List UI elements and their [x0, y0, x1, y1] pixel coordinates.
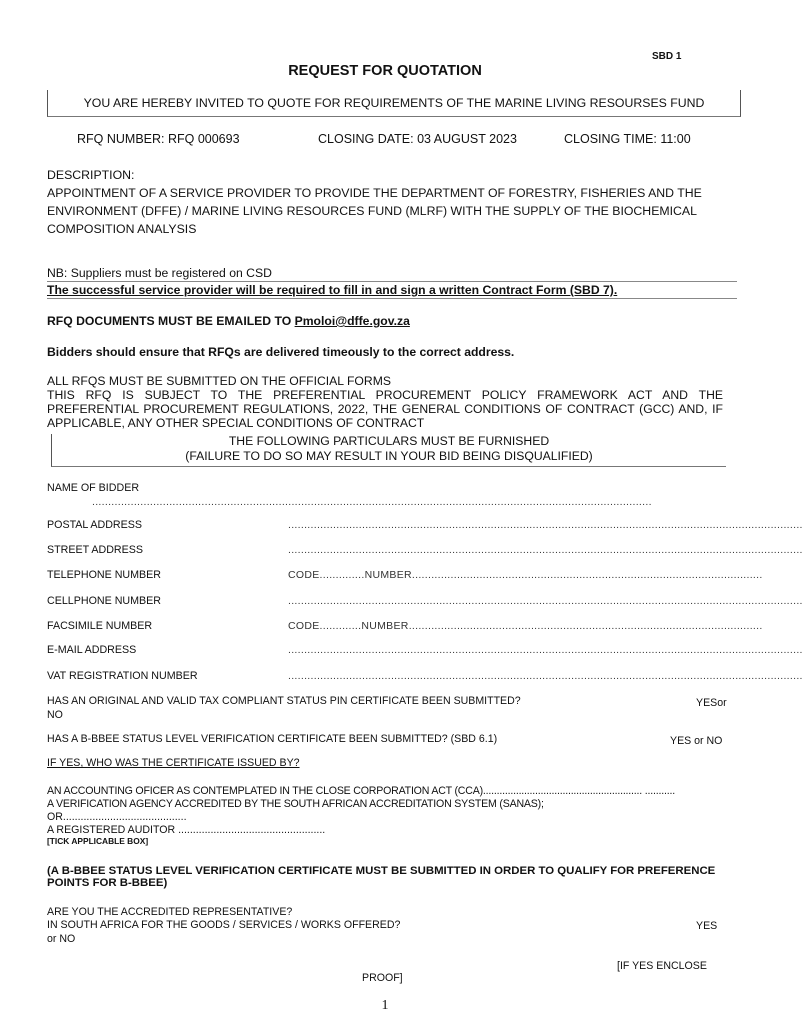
name-of-bidder-label: NAME OF BIDDER: [47, 482, 140, 494]
email-prefix: RFQ DOCUMENTS MUST BE EMAILED TO: [47, 314, 295, 328]
email-instruction: [47, 314, 410, 328]
facsimile-field[interactable]: CODE.............NUMBER..............................................................................................................: [288, 620, 763, 632]
accounting-officer-text: AN ACCOUNTING OFICER AS CONTEMPLATED IN THE CLOSE CORPORATION ACT (CCA): [47, 785, 483, 797]
closing-time: CLOSING TIME: 11:00: [564, 132, 691, 146]
proof-note: PROOF]: [362, 972, 403, 984]
tax-yes-option[interactable]: YESor: [696, 697, 727, 709]
number-label: NUMBER: [361, 620, 409, 632]
divider: [47, 298, 737, 299]
subject-to-notice: THIS RFQ IS SUBJECT TO THE PREFERENTIAL PROCUREMENT POLICY FRAMEWORK ACT AND THE PREFERENTIAL PROCUREMENT REGULATIONS, 2022, THE GENERAL CONDITIONS OF CONTRACT (GCC) AND, IF APPLICABLE, ANY OTHER SPECIAL CONDITIONS OF CONTRACT: [47, 388, 723, 430]
email-address-field[interactable]: ................................................................................................................................................................: [288, 644, 803, 656]
vat-field[interactable]: ................................................................................................................................................................: [288, 670, 803, 682]
page-title: REQUEST FOR QUOTATION: [288, 63, 482, 79]
bbbee-note: (A B-BBEE STATUS LEVEL VERIFICATION CERTIFICATE MUST BE SUBMITTED IN ORDER TO QUALIFY FOR PREFERENCE POINTS FOR B-BBEE): [47, 865, 716, 889]
csd-notice: NB: Suppliers must be registered on CSD: [47, 266, 272, 280]
contract-notice: The successful service provider will be required to fill in and sign a written Contract Form (SBD 7).: [47, 283, 618, 297]
vat-label: VAT REGISTRATION NUMBER: [47, 670, 198, 682]
or-no-option[interactable]: or NO: [47, 933, 76, 945]
enclose-proof-note: [IF YES ENCLOSE: [617, 960, 707, 972]
facsimile-label: FACSIMILE NUMBER: [47, 620, 153, 632]
verification-agency-option[interactable]: A VERIFICATION AGENCY ACCREDITED BY THE SOUTH AFRICAN ACCREDITATION SYSTEM (SANAS);: [47, 798, 544, 810]
closing-date: CLOSING DATE: 03 AUGUST 2023: [318, 132, 517, 146]
number-label: NUMBER: [364, 569, 412, 581]
accredited-rep-question: ARE YOU THE ACCREDITED REPRESENTATIVE?: [47, 906, 293, 918]
email-link[interactable]: Pmoloi@dffe.gov.za: [294, 314, 410, 328]
furnish-line-2: (FAILURE TO DO SO MAY RESULT IN YOUR BID BEING DISQUALIFIED): [185, 449, 593, 463]
south-africa-question: IN SOUTH AFRICA FOR THE GOODS / SERVICES / WORKS OFFERED?: [47, 919, 401, 931]
street-address-label: STREET ADDRESS: [47, 544, 144, 556]
furnish-box: [51, 434, 726, 467]
who-issued-question: IF YES, WHO WAS THE CERTIFICATE ISSUED BY?: [47, 757, 300, 769]
telephone-field[interactable]: CODE..............NUMBER.............................................................................................................: [288, 569, 763, 581]
postal-address-field[interactable]: ................................................................................................................................................................: [288, 519, 803, 531]
cellphone-label: CELLPHONE NUMBER: [47, 595, 162, 607]
or-text: OR: [47, 811, 63, 823]
description-heading: DESCRIPTION:: [47, 168, 135, 182]
invitation-box: [47, 90, 741, 117]
form-code: SBD 1: [652, 51, 682, 62]
page-number: 1: [381, 998, 389, 1013]
yes-option[interactable]: YES: [696, 920, 718, 932]
registered-auditor-text: A REGISTERED AUDITOR: [47, 824, 176, 836]
divider: [47, 281, 737, 282]
tax-question: HAS AN ORIGINAL AND VALID TAX COMPLIANT STATUS PIN CERTIFICATE BEEN SUBMITTED?: [47, 695, 521, 707]
name-of-bidder-field[interactable]: ..............................................................................................................................................................................: [92, 496, 652, 508]
bbbee-question: HAS A B-BBEE STATUS LEVEL VERIFICATION CERTIFICATE BEEN SUBMITTED? (SBD 6.1): [47, 733, 498, 745]
description: [47, 166, 737, 238]
accounting-officer-option[interactable]: AN ACCOUNTING OFICER AS CONTEMPLATED IN THE CLOSE CORPORATION ACT (CCA).......................................................... ...........: [47, 785, 675, 797]
official-forms-notice: ALL RFQS MUST BE SUBMITTED ON THE OFFICIAL FORMS: [47, 374, 391, 388]
furnish-line-1: THE FOLLOWING PARTICULARS MUST BE FURNISHED: [228, 434, 550, 448]
rfq-number: RFQ NUMBER: RFQ 000693: [77, 132, 240, 146]
tax-no-option[interactable]: NO: [47, 709, 63, 721]
registered-auditor-option[interactable]: A REGISTERED AUDITOR ..................................................: [47, 824, 326, 836]
invitation-text: YOU ARE HEREBY INVITED TO QUOTE FOR REQUIREMENTS OF THE MARINE LIVING RESOURSES FUND: [83, 96, 705, 110]
telephone-label: TELEPHONE NUMBER: [47, 569, 162, 581]
postal-address-label: POSTAL ADDRESS: [47, 519, 143, 531]
description-text: APPOINTMENT OF A SERVICE PROVIDER TO PROVIDE THE DEPARTMENT OF FORESTRY, FISHERIES AND THE ENVIRONMENT (DFFE) / MARINE LIVING RESOURCES FUND (MLRF) WITH THE SUPPLY OF THE BIOCHEMICAL COMPOSITION ANALYSIS: [47, 186, 702, 236]
or-option: OR..........................................: [47, 811, 187, 823]
bbbee-options[interactable]: YES or NO: [670, 735, 723, 747]
timeous-notice: Bidders should ensure that RFQs are delivered timeously to the correct address.: [47, 345, 515, 359]
code-label: CODE: [288, 620, 320, 632]
tick-box-instruction: [TICK APPLICABLE BOX]: [47, 836, 149, 846]
email-address-label: E-MAIL ADDRESS: [47, 644, 137, 656]
code-label: CODE: [288, 569, 320, 581]
street-address-field[interactable]: ................................................................................................................................................................: [288, 544, 803, 556]
cellphone-field[interactable]: ................................................................................................................................................................: [288, 595, 803, 607]
